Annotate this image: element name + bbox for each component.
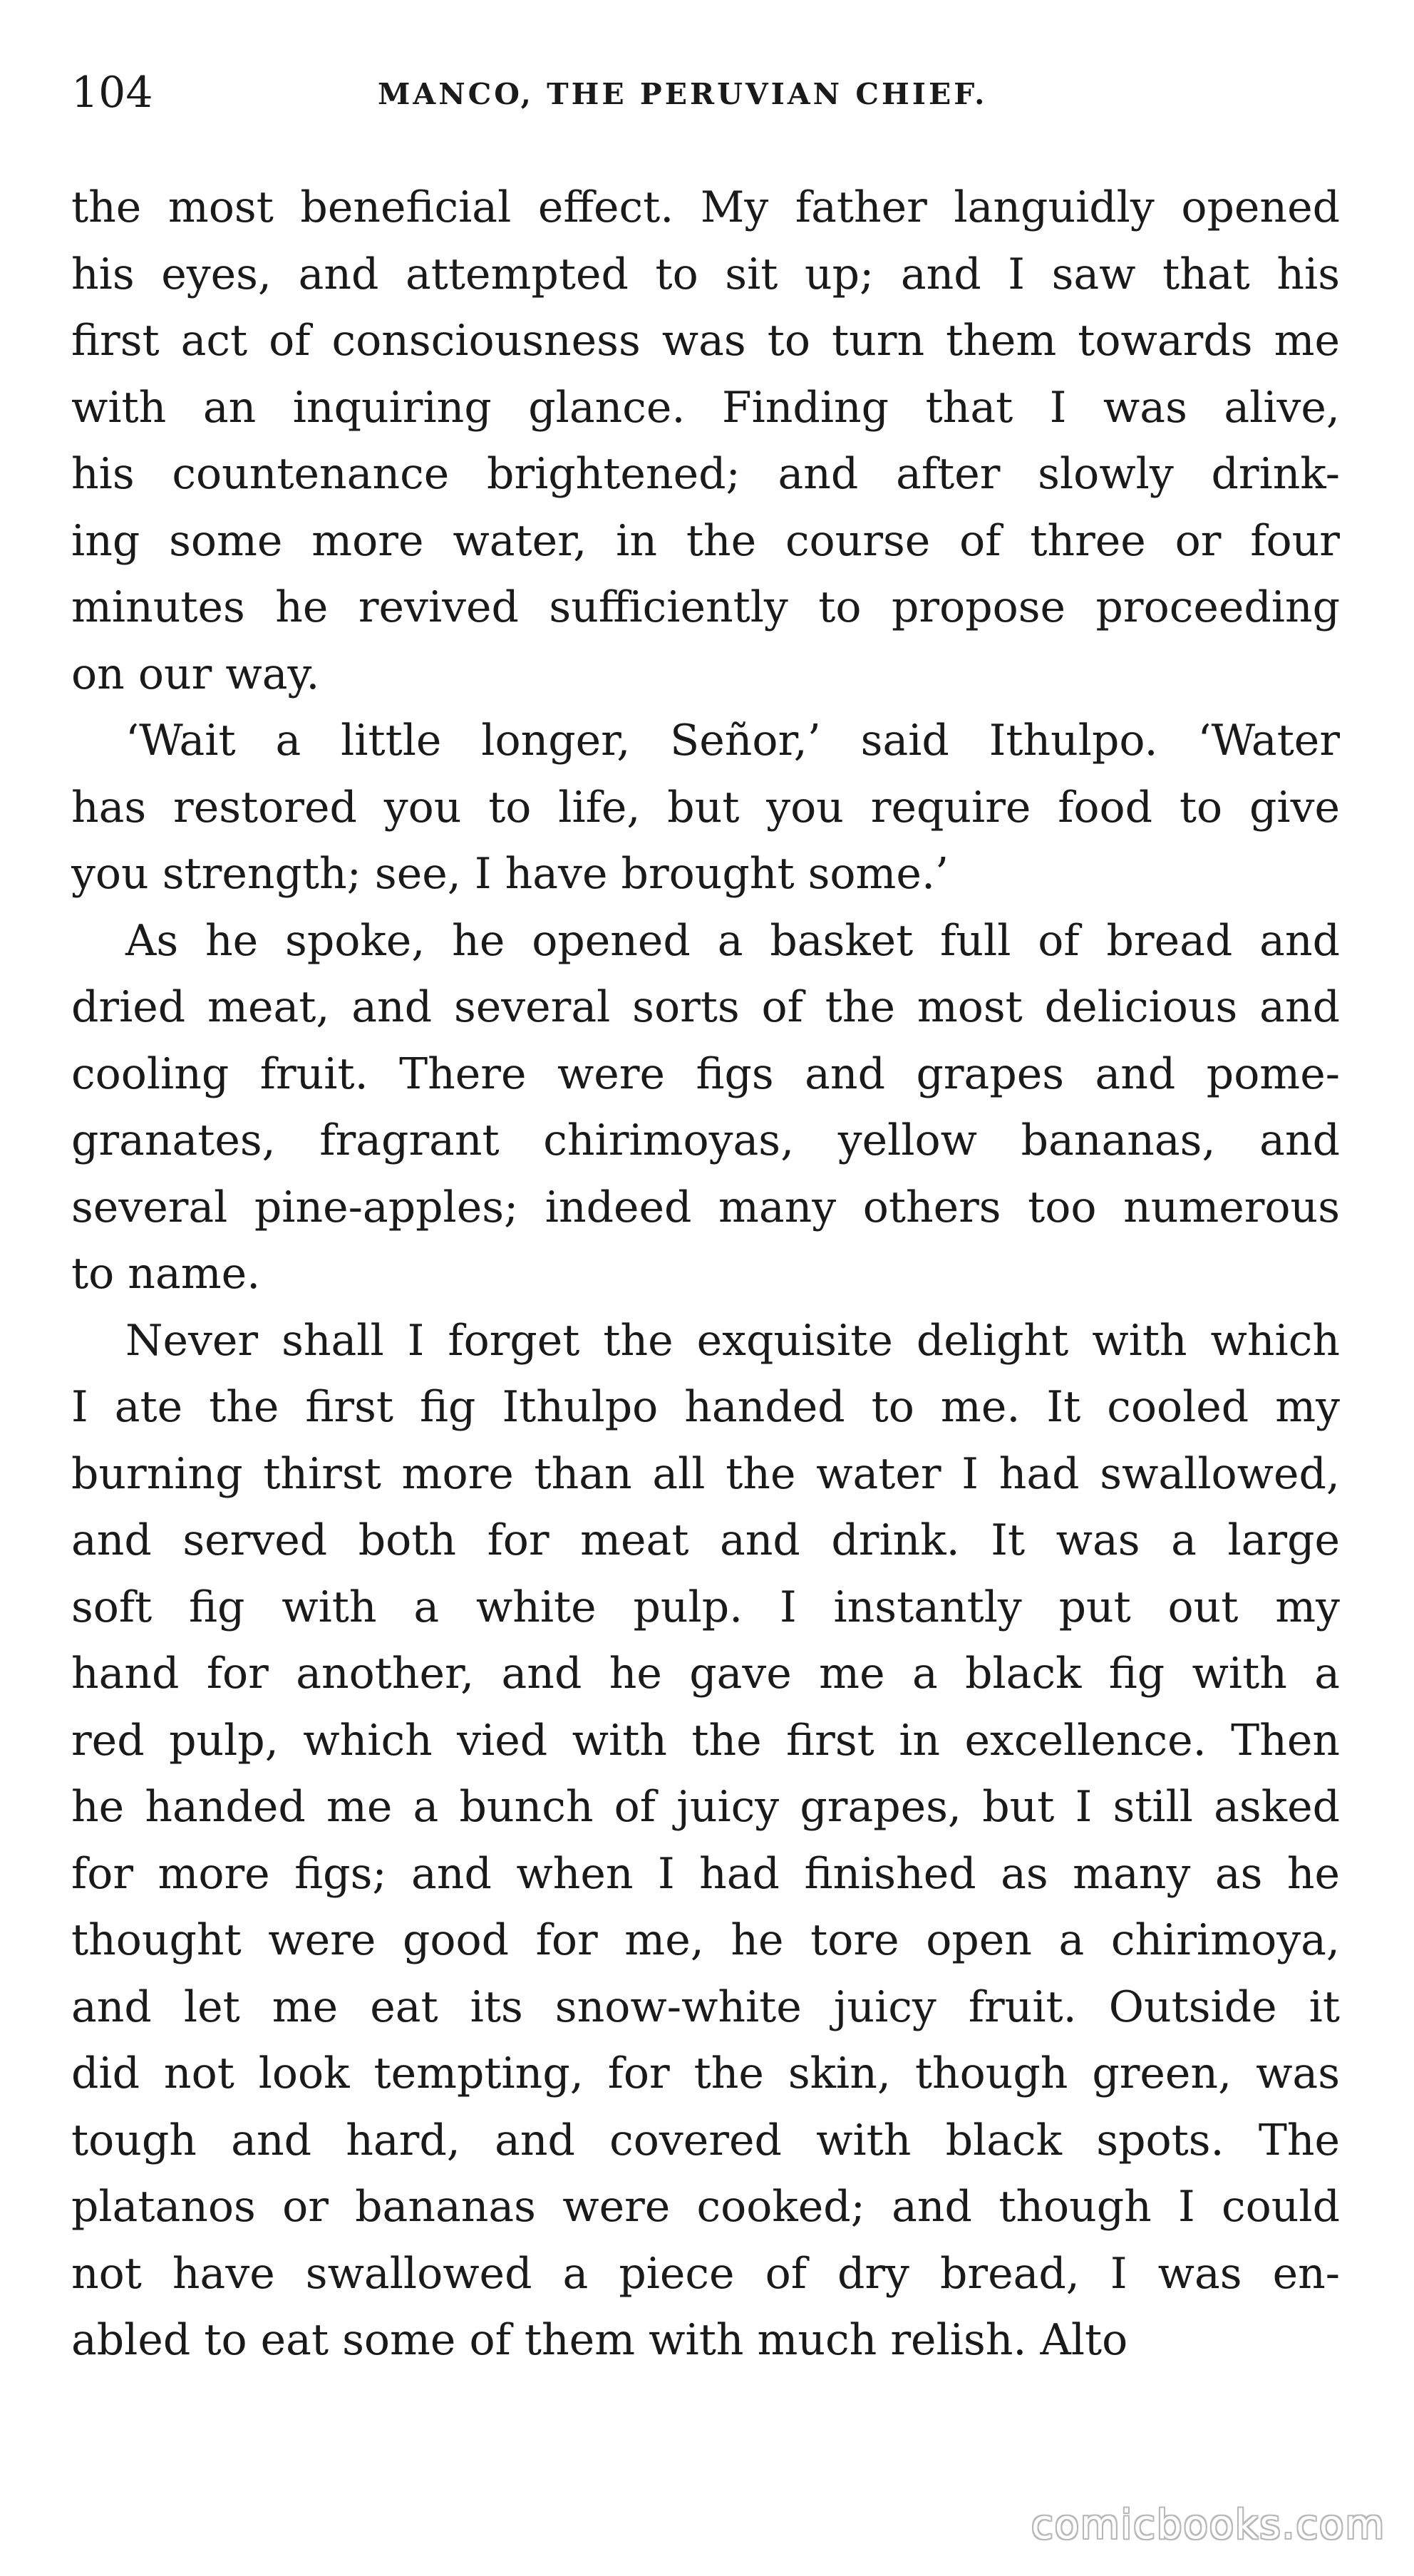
text-line: tough and hard, and covered with black spots. The xyxy=(71,2115,1340,2165)
paragraph xyxy=(71,708,1340,908)
text-line: platanos or bananas were cooked; and though I could xyxy=(71,2182,1340,2232)
text-line: thought were good for me, he tore open a chirimoya, xyxy=(71,1915,1340,1965)
text-line: hand for another, and he gave me a black fig with a xyxy=(71,1649,1340,1699)
running-title: MANCO, THE PERUVIAN CHIEF. xyxy=(378,77,988,111)
text-line: to name. xyxy=(71,1249,261,1299)
text-line: cooling fruit. There were figs and grapes and pome- xyxy=(71,1049,1340,1099)
text-line: with an inquiring glance. Finding that I was alive, xyxy=(71,382,1340,433)
text-line: red pulp, which vied with the first in excellence. Then xyxy=(71,1715,1340,1766)
text-line: his countenance brightened; and after slowly drink- xyxy=(71,449,1340,499)
text-line: burning thirst more than all the water I had swallowed, xyxy=(71,1448,1340,1499)
text-line: As he spoke, he opened a basket full of bread and xyxy=(125,915,1340,966)
page-number: 104 xyxy=(71,68,153,118)
text-line: and let me eat its snow-white juicy fruit. Outside it xyxy=(71,1982,1340,2032)
text-line: on our way. xyxy=(71,649,320,699)
paragraph xyxy=(71,175,1340,708)
text-line: for more figs; and when I had finished as many as he xyxy=(71,1848,1340,1899)
body-text xyxy=(71,175,1340,2374)
text-line: ing some more water, in the course of three or four xyxy=(71,515,1340,566)
paragraph xyxy=(71,908,1340,1308)
text-line: and served both for meat and drink. It was a large xyxy=(71,1515,1340,1565)
text-line: ‘Wait a little longer, Señor,’ said Ithulpo. ‘Water xyxy=(125,716,1340,766)
watermark-logo: comicbooks.com xyxy=(1031,2502,1385,2548)
text-line: minutes he revived sufficiently to propose proceeding xyxy=(71,582,1340,632)
text-line: he handed me a bunch of juicy grapes, but I still asked xyxy=(71,1782,1340,1832)
text-line: granates, fragrant chirimoyas, yellow bananas, and xyxy=(71,1116,1340,1165)
paragraph xyxy=(71,1308,1340,2374)
text-line: has restored you to life, but you require food to give xyxy=(71,782,1340,833)
text-line: soft fig with a white pulp. I instantly put out my xyxy=(71,1582,1340,1632)
text-line: did not look tempting, for the skin, though green, was xyxy=(71,2049,1340,2098)
running-head xyxy=(71,61,1340,125)
text-line: the most beneficial effect. My father languidly opened xyxy=(71,182,1340,232)
text-line: you strength; see, I have brought some.’ xyxy=(71,849,949,899)
text-line: dried meat, and several sorts of the most delicious and xyxy=(71,982,1340,1032)
text-line: I ate the first fig Ithulpo handed to me. It cooled my xyxy=(71,1382,1340,1432)
text-line: several pine-apples; indeed many others too numerous xyxy=(71,1182,1340,1232)
text-line: his eyes, and attempted to sit up; and I saw that his xyxy=(71,249,1340,299)
text-line: first act of consciousness was to turn them towards me xyxy=(71,316,1340,366)
text-line: not have swallowed a piece of dry bread, I was en- xyxy=(71,2248,1340,2299)
text-line: abled to eat some of them with much relish. Alto xyxy=(71,2315,1128,2365)
text-line: Never shall I forget the exquisite delight with which xyxy=(125,1315,1340,1366)
